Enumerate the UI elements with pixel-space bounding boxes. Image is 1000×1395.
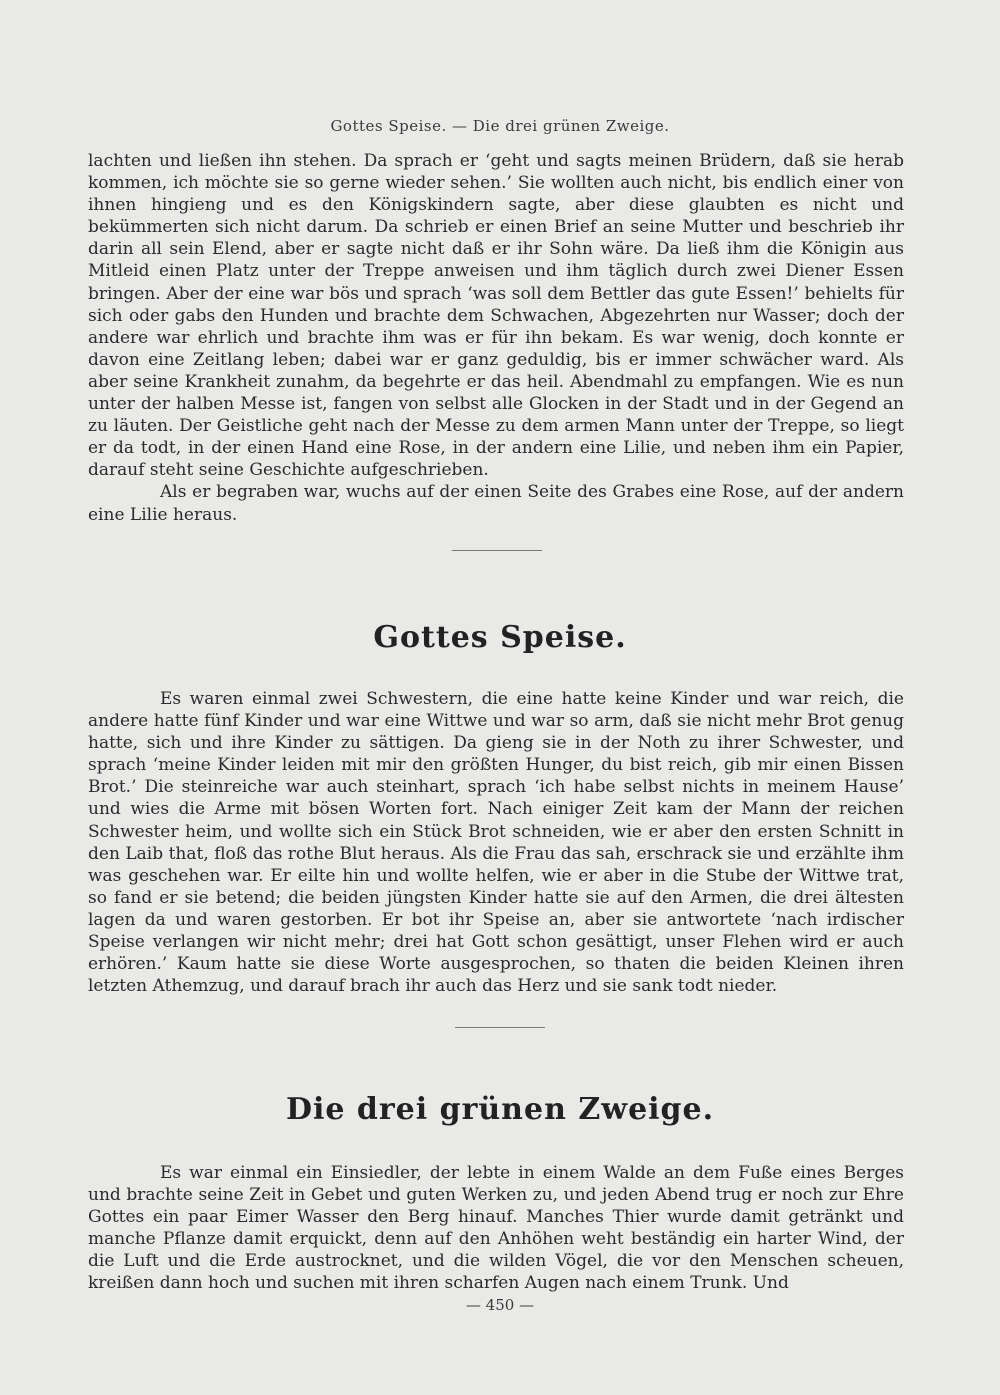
- story-die-drei-gruenen-zweige: [88, 1162, 904, 1295]
- story-title-die-drei-gruenen-zweige: Die drei grünen Zweige.: [285, 1092, 715, 1127]
- continuation-paragraph: lachten und ließen ihn stehen. Da sprach er ‘geht und sagts meinen Brüdern, daß sie herab kommen, ich möchte sie so gerne wieder sehen.’ Sie wollten auch nicht, bis endlich einer von ihnen hingieng und es den Königskindern sagte, aber diese glaubten es nicht und bekümmerten sich nicht darum. Da schrieb er einen Brief an seine Mutter und beschrieb ihr darin all sein Elend, aber er sagte nicht daß er ihr Sohn wäre. Da ließ ihm die Königin aus Mitleid einen Platz unter der Treppe anweisen und ihm täglich durch zwei Diener Essen bringen. Aber der eine war bös und sprach ‘was soll dem Bettler das gute Essen!’ behielts für sich oder gabs den Hunden und brachte dem Schwachen, Abgezehrten nur Wasser; doch der andere war ehrlich und brachte ihm was er für ihn bekam. Es war wenig, doch konnte er davon eine Zeitlang leben; dabei war er ganz geduldig, bis er immer schwächer ward. Als aber seine Krankheit zunahm, da begehrte er das heil. Abendmahl zu empfangen. Wie es nun unter der halben Messe ist, fangen von selbst alle Glocken in der Stadt und in der Gegend an zu läuten. Der Geistliche geht nach der Messe zu dem armen Mann unter der Treppe, so liegt er da todt, in der einen Hand eine Rose, in der andern eine Lilie, und neben ihm ein Papier, darauf steht seine Geschichte aufgeschrieben.: [88, 151, 904, 481]
- continuation-text: [88, 150, 904, 526]
- section-divider: [455, 1027, 545, 1028]
- story-title-gottes-speise: Gottes Speise.: [373, 620, 627, 655]
- continuation-closing-paragraph: Als er begraben war, wuchs auf der einen Seite des Grabes eine Rose, auf der andern eine Lilie heraus.: [88, 482, 904, 525]
- story-paragraph: Es war einmal ein Einsiedler, der lebte in einem Walde an dem Fuße eines Berges und brachte seine Zeit in Gebet und guten Werken zu, und jeden Abend trug er noch zur Ehre Gottes ein paar Eimer Wasser den Berg hinauf. Manches Thier wurde damit getränkt und manche Pflanze damit erquickt, denn auf den Anhöhen weht beständig ein harter Wind, der die Luft und die Erde austrocknet, und die wilden Vögel, die vor den Menschen scheuen, kreißen dann hoch und suchen mit ihren scharfen Augen nach einem Trunk. Und: [88, 1163, 904, 1294]
- section-divider: [452, 550, 542, 551]
- running-head: Gottes Speise. — Die drei grünen Zweige.: [330, 117, 670, 135]
- story-gottes-speise: [88, 688, 904, 997]
- story-paragraph: Es waren einmal zwei Schwestern, die eine hatte keine Kinder und war reich, die andere hatte fünf Kinder und war eine Wittwe und war so arm, daß sie nicht mehr Brot genug hatte, sich und ihre Kinder zu sättigen. Da gieng sie in der Noth zu ihrer Schwester, und sprach ‘meine Kinder leiden mit mir den größten Hunger, du bist reich, gib mir einen Bissen Brot.’ Die steinreiche war auch steinhart, sprach ‘ich habe selbst nichts in meinem Hause’ und wies die Arme mit bösen Worten fort. Nach einiger Zeit kam der Mann der reichen Schwester heim, und wollte sich ein Stück Brot schneiden, wie er aber den ersten Schnitt in den Laib that, floß das rothe Blut heraus. Als die Frau das sah, erschrack sie und erzählte ihm was geschehen war. Er eilte hin und wollte helfen, wie er aber in die Stube der Wittwe trat, so fand er sie betend; die beiden jüngsten Kinder hatte sie auf den Armen, die drei ältesten lagen da und waren gestorben. Er bot ihr Speise an, aber sie antwortete ‘nach irdischer Speise verlangen wir nicht mehr; drei hat Gott schon gesättigt, unser Flehen wird er auch erhören.’ Kaum hatte sie diese Worte ausgesprochen, so thaten die beiden Kleinen ihren letzten Athemzug, und darauf brach ihr auch das Herz und sie sank todt nieder.: [88, 689, 904, 997]
- page-number: — 450 —: [465, 1296, 535, 1314]
